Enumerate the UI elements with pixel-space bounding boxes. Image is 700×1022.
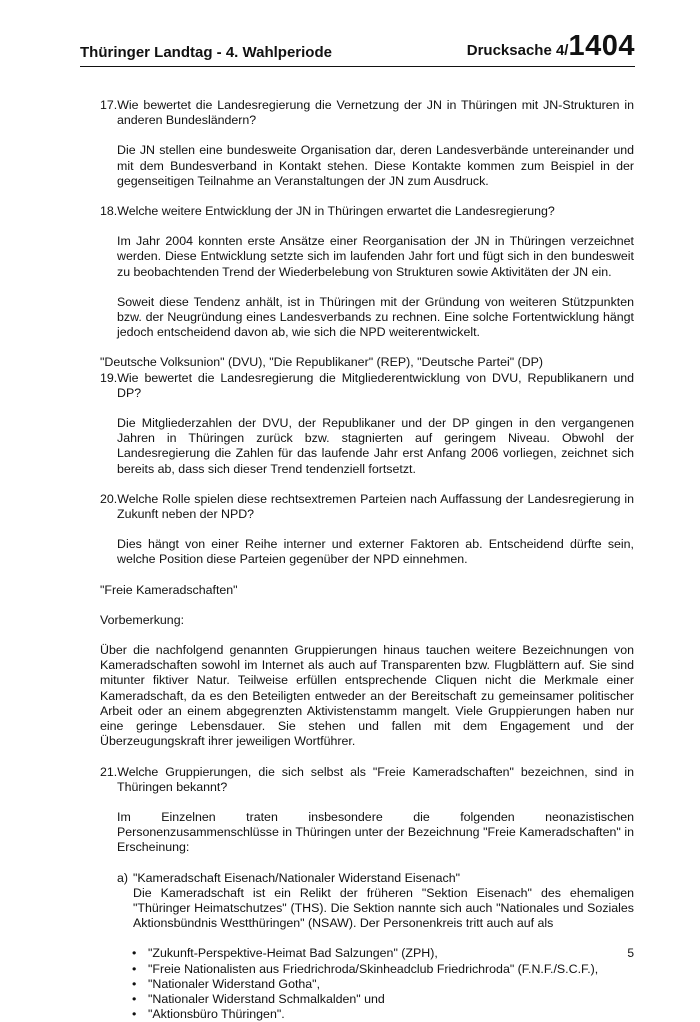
document-number: 1404 xyxy=(568,30,635,62)
list-item: • "Aktionsbüro Thüringen". xyxy=(132,1007,634,1022)
section-heading-kameradschaften: "Freie Kameradschaften" xyxy=(100,582,238,597)
question-17 xyxy=(100,98,634,128)
question-text: Welche Gruppierungen, die sich selbst als "Freie Kameradschaften" bezeichnen, sind in Thüringen bekannt? xyxy=(117,764,634,794)
preliminary-remark-label: Vorbemerkung: xyxy=(100,612,185,627)
question-number: 19. xyxy=(100,370,118,385)
preliminary-remark-text: Über die nachfolgend genannten Gruppierungen hinaus tauchen weitere Bezeichnungen von Kameradschaften sowohl im Internet als auch auf Transparenten bzw. Flugblättern auf. Sie sind mitunter fiktiver Natur. Teilweise erfüllen entsprechende Cliquen nicht die Merkmale einer Kameradschaft, da es den Beteiligten entweder an der Bereitschaft zu gemeinsamer politischer Arbeit oder an einem abgegrenzten Aktivistenstamm mangelt. Viele Gruppierungen haben nur eine geringe Lebensdauer. Sie stehen und fallen mit dem Engagement und der Überzeugungskraft ihrer jeweiligen Wortführer. xyxy=(100,643,634,749)
question-number: 17. xyxy=(100,98,118,112)
alias-list xyxy=(100,946,634,1022)
answer-21: Im Einzelnen traten insbesondere die folgenden neonazistischen Personenzusammenschlüsse in Thüringen unter der Bezeichnung "Freie Kameradschaften" in Erscheinung: xyxy=(117,809,634,855)
document-body xyxy=(100,98,634,1022)
question-21 xyxy=(100,765,634,795)
question-18 xyxy=(100,204,634,219)
list-item: • "Freie Nationalisten aus Friedrichroda/Skinheadclub Friedrichroda" (F.N.F./S.C.F.), xyxy=(132,962,634,977)
answer-18-part-1: Im Jahr 2004 konnten erste Ansätze einer Reorganisation der JN in Thüringen verzeichnet werden. Diese Entwicklung setzte sich im laufenden Jahr fort und fügt sich in den bundesweit zu beobachtenden Trend der Wiederbelebung von Strukturen sowie Aktivitäten der JN ein. xyxy=(117,234,634,279)
answer-19: Die Mitgliederzahlen der DVU, der Republikaner und der DP gingen in den vergangenen Jahren in Thüringen zurück bzw. stagnierten auf geringem Niveau. Obwohl der Landesregierung die Zahlen für das laufende Jahr erst Anfang 2006 vorliegen, zeichnet sich bereits ab, dass sich dieser Trend tendenziell fortsetzt. xyxy=(117,416,634,476)
question-text: Welche Rolle spielen diese rechtsextremen Parteien nach Auffassung der Landesregierung in Zukunft neben der NPD? xyxy=(117,491,634,522)
question-number: 21. xyxy=(100,764,118,779)
list-item: • "Nationaler Widerstand Schmalkalden" und xyxy=(132,992,634,1007)
question-19 xyxy=(100,371,634,401)
question-text: Welche weitere Entwicklung der JN in Thüringen erwartet die Landesregierung? xyxy=(117,204,555,219)
answer-18-part-2: Soweit diese Tendenz anhält, ist in Thüringen mit der Gründung von weiteren Stützpunkten bzw. der Neugründung eines Landesverbands zu rechnen. Eine solche Fortentwicklung hängt jedoch entscheidend davon ab, wie sich die NPD weiterentwickelt. xyxy=(117,294,634,340)
answer-17: Die JN stellen eine bundesweite Organisation dar, deren Landesverbände untereinander und mit dem Bundesverband in Kontakt stehen. Diese Kontakte kommen zum Beispiel in der gegenseitigen Teilnahme an Veranstaltungen der JN zum Ausdruck. xyxy=(117,143,634,188)
page-header xyxy=(80,28,635,64)
question-text: Wie bewertet die Landesregierung die Mitgliederentwicklung von DVU, Republikanern und DP? xyxy=(117,370,634,400)
question-text: Wie bewertet die Landesregierung die Vernetzung der JN in Thüringen mit JN-Strukturen in anderen Bundesländern? xyxy=(117,98,634,128)
item-letter: a) xyxy=(117,870,129,885)
document-reference xyxy=(467,30,635,63)
answer-20: Dies hängt von einer Reihe interner und externer Faktoren ab. Entscheidend dürfte sein, welche Position diese Parteien gegenüber der NPD einnehmen. xyxy=(117,537,634,567)
item-title: "Kameradschaft Eisenach/Nationaler Widerstand Eisenach" xyxy=(133,870,460,885)
list-item: • "Zukunft-Perspektive-Heimat Bad Salzungen" (ZPH), xyxy=(132,946,634,961)
document-label: Drucksache 4/ xyxy=(466,42,569,59)
item-text: Die Kameradschaft ist ein Relikt der früheren "Sektion Eisenach" des ehemaligen "Thüringer Heimatschutzes" (THS). Die Sektion nannte sich auch "Nationales und Soziales Aktionsbündnis Westthüringen" (NSAW). Der Personenkreis tritt auch auf als xyxy=(133,885,634,931)
header-rule xyxy=(80,66,635,67)
page-number: 5 xyxy=(627,946,634,960)
question-number: 18. xyxy=(100,204,118,219)
question-20 xyxy=(100,492,634,522)
item-a xyxy=(117,871,634,932)
section-heading-parties: "Deutsche Volksunion" (DVU), "Die Republikaner" (REP), "Deutsche Partei" (DP) xyxy=(100,355,544,370)
question-number: 20. xyxy=(100,491,118,506)
list-item: • "Nationaler Widerstand Gotha", xyxy=(132,977,634,992)
parliament-title: Thüringer Landtag - 4. Wahlperiode xyxy=(80,44,332,61)
